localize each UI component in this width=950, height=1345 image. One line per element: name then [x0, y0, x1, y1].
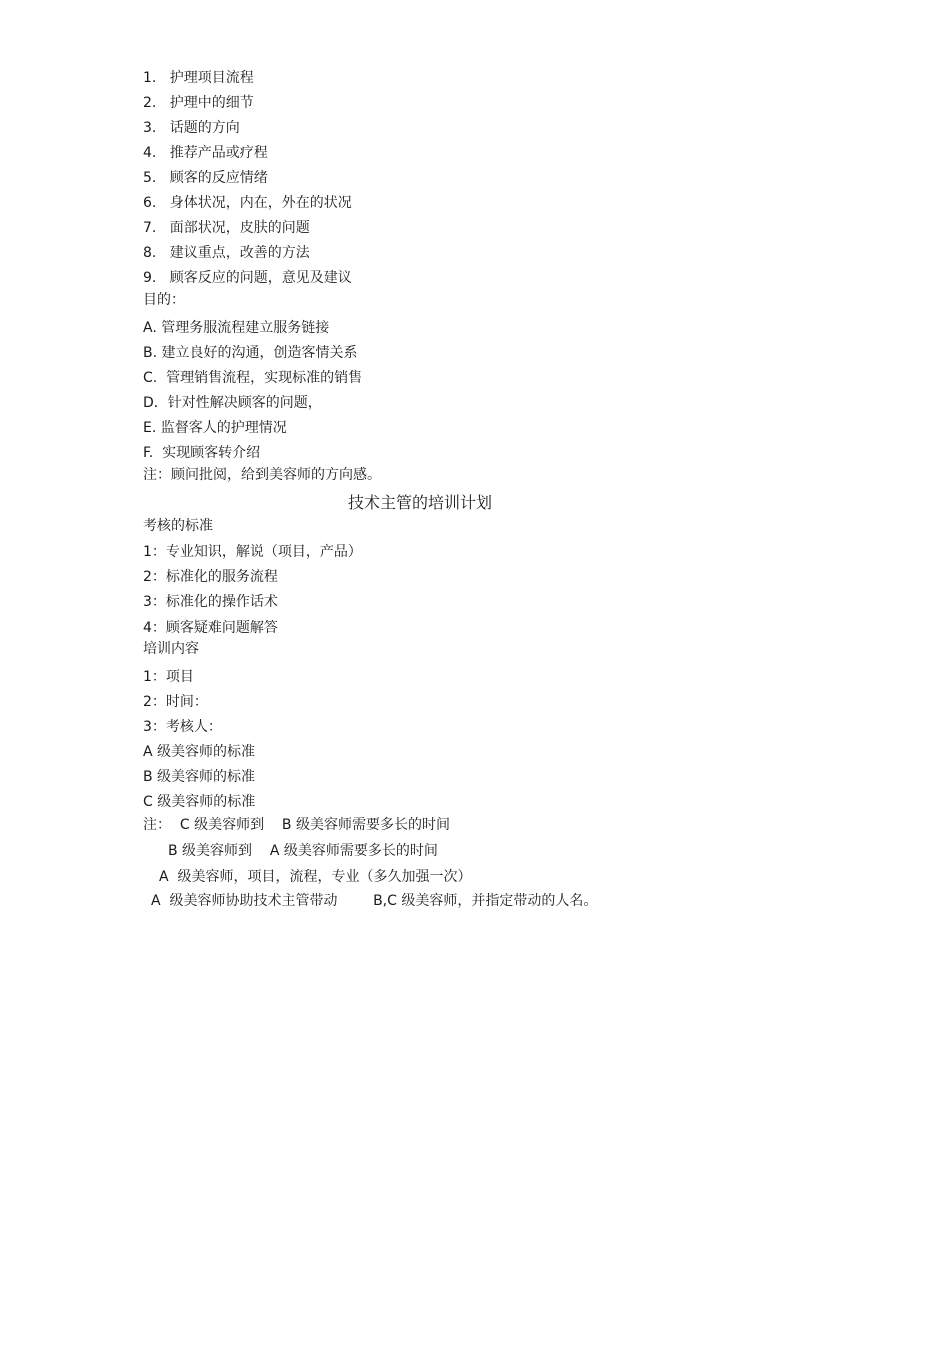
content-item: C 级美容师的标准	[143, 794, 256, 810]
list-item: 6. 身体状况，内在，外在的状况	[143, 195, 352, 211]
standard-item: 4：顾客疑难问题解答	[143, 620, 278, 636]
list-item: 2. 护理中的细节	[143, 95, 254, 111]
page-title: 技术主管的培训计划	[347, 493, 492, 512]
purpose-heading: 目的：	[143, 292, 185, 308]
standard-heading: 考核的标准	[143, 518, 213, 534]
standard-item: 3：标准化的操作话术	[143, 594, 278, 610]
list-item: 7. 面部状况，皮肤的问题	[143, 220, 310, 236]
list-item: 9. 顾客反应的问题，意见及建议	[143, 270, 352, 286]
standard-item: 2：标准化的服务流程	[143, 569, 278, 585]
purpose-item: E. 监督客人的护理情况	[143, 420, 287, 436]
purpose-item: C. 管理销售流程，实现标准的销售	[143, 370, 363, 386]
training-note: A 级美容师，项目，流程，专业（多久加强一次）	[159, 869, 472, 885]
purpose-item: B. 建立良好的沟通，创造客情关系	[143, 345, 358, 361]
content-heading: 培训内容	[143, 641, 199, 657]
content-item: A 级美容师的标准	[143, 744, 256, 760]
purpose-item: D．针对性解决顾客的问题，	[143, 395, 322, 411]
list-item: 5. 顾客的反应情绪	[143, 170, 268, 186]
list-item: 4. 推荐产品或疗程	[143, 145, 268, 161]
training-note: 注： C 级美容师到 B 级美容师需要多长的时间	[143, 817, 450, 833]
standard-item: 1：专业知识，解说（项目，产品）	[143, 544, 362, 560]
list-item: 1. 护理项目流程	[143, 70, 254, 86]
purpose-note: 注：顾问批阅，给到美容师的方向感。	[143, 467, 381, 483]
content-item: 2：时间：	[143, 694, 208, 710]
content-item: B 级美容师的标准	[143, 769, 256, 785]
purpose-item: A. 管理务服流程建立服务链接	[143, 320, 330, 336]
training-note: A 级美容师协助技术主管带动 B,C 级美容师，并指定带动的人名。	[151, 893, 598, 909]
list-item: 8. 建议重点，改善的方法	[143, 245, 310, 261]
training-note: B 级美容师到 A 级美容师需要多长的时间	[168, 843, 438, 859]
content-item: 1：项目	[143, 669, 194, 685]
purpose-item: F. 实现顾客转介绍	[143, 445, 261, 461]
list-item: 3. 话题的方向	[143, 120, 240, 136]
content-item: 3：考核人：	[143, 719, 222, 735]
